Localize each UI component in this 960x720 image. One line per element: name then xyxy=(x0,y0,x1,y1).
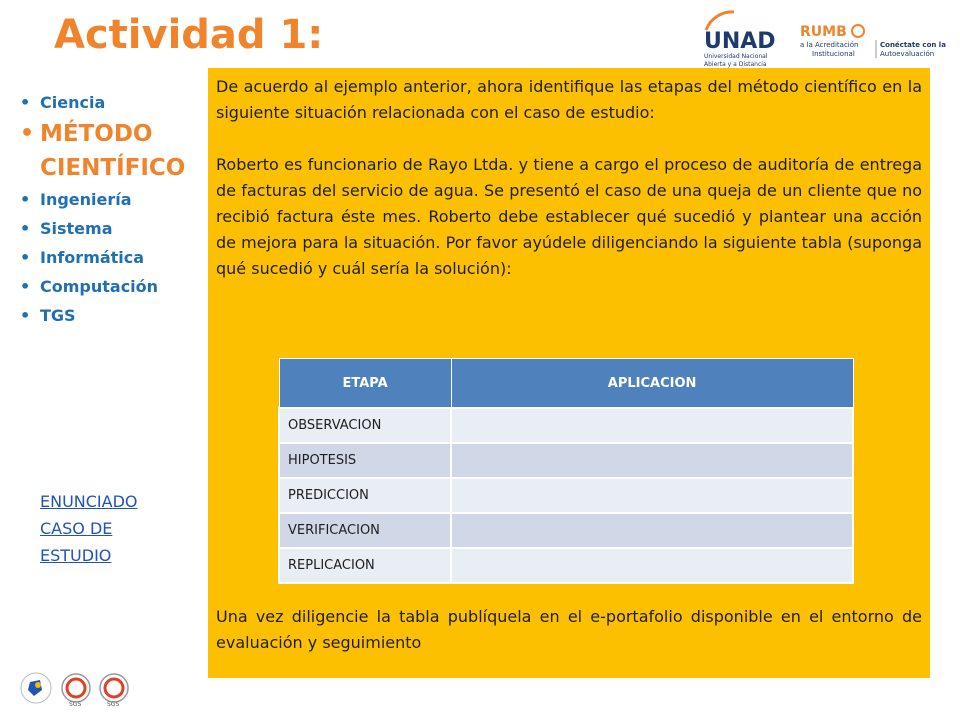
topic-item-sistema: • Sistema xyxy=(20,214,210,243)
table-row xyxy=(279,548,853,583)
topic-item-computacion: • Computación xyxy=(20,272,210,301)
topic-item-tgs: • TGS xyxy=(20,301,210,330)
topic-item-ciencia: • Ciencia xyxy=(20,88,210,117)
table-header-row xyxy=(279,359,853,409)
enunciado-caso-estudio-link[interactable] xyxy=(40,488,180,569)
topic-item-ingenieria: • Ingeniería xyxy=(20,185,210,214)
method-table xyxy=(278,358,854,584)
unad-logo-sub1: Universidad Nacional xyxy=(704,53,768,60)
aplicacion-cell[interactable] xyxy=(451,548,853,583)
activity-panel xyxy=(208,68,930,678)
footer-certifications xyxy=(14,668,154,708)
aplicacion-cell[interactable] xyxy=(451,443,853,478)
table-row xyxy=(279,513,853,548)
rumbo-compass-icon xyxy=(852,25,864,37)
topic-item-metodo-line1: MÉTODO xyxy=(40,121,153,147)
unad-logo xyxy=(700,10,780,68)
rumbo-logo xyxy=(800,22,948,62)
topic-list xyxy=(20,88,210,330)
svg-text:SGS: SGS xyxy=(69,701,82,708)
unad-logo-sub2: Abierta y a Distancia xyxy=(704,61,767,68)
link-line1: ENUNCIADO xyxy=(40,492,138,511)
link-line2: CASO DE xyxy=(40,519,113,538)
conectate-line2: Autoevaluación xyxy=(880,50,935,58)
header-logos xyxy=(700,10,950,70)
etapa-cell: OBSERVACION xyxy=(279,408,451,443)
table-row xyxy=(279,478,853,513)
svg-text:SGS: SGS xyxy=(107,701,120,708)
rumbo-sub1: a la Acreditación xyxy=(800,41,859,49)
closing-paragraph: Una vez diligencie la tabla publíquela en el e-portafolio disponible en el entorno de evaluación y seguimiento xyxy=(216,607,922,652)
header-etapa: ETAPA xyxy=(279,359,451,409)
link-line3: ESTUDIO xyxy=(40,546,112,565)
aplicacion-cell[interactable] xyxy=(451,408,853,443)
etapa-cell: VERIFICACION xyxy=(279,513,451,548)
etapa-cell: HIPOTESIS xyxy=(279,443,451,478)
topic-item-informatica: • Informática xyxy=(20,243,210,272)
colombia-seal-icon xyxy=(21,673,51,703)
topic-item-metodo-cientifico xyxy=(20,117,210,185)
topic-item-metodo-line2: CIENTÍFICO xyxy=(40,155,186,181)
etapa-cell: PREDICCION xyxy=(279,478,451,513)
instructions-paragraph: De acuerdo al ejemplo anterior, ahora identifique las etapas del método científico en la siguiente situación relacionada con el caso de estudio: xyxy=(216,77,922,122)
aplicacion-cell[interactable] xyxy=(451,513,853,548)
header-aplicacion: APLICACION xyxy=(451,359,853,409)
aplicacion-cell[interactable] xyxy=(451,478,853,513)
page-title: Actividad 1: xyxy=(54,12,324,58)
sgs-certification-icon xyxy=(62,674,90,708)
unad-logo-text: UNAD xyxy=(704,29,776,54)
table-row xyxy=(279,443,853,478)
conectate-line1: Conéctate con la xyxy=(880,41,946,49)
case-paragraph: Roberto es funcionario de Rayo Ltda. y tiene a cargo el proceso de auditoría de entrega de facturas del servicio de agua. Se presentó el caso de una queja de un cliente que no recibió factura éste mes. Roberto debe establecer qué sucedió y plantear una acción de mejora para la situación. Por favor ayúdele diligenciando la siguiente tabla (suponga qué sucedió y cuál sería la solución): xyxy=(216,155,922,278)
rumbo-logo-text: RUMB xyxy=(800,24,847,40)
etapa-cell: REPLICACION xyxy=(279,548,451,583)
table-row xyxy=(279,408,853,443)
sgs-certification-icon xyxy=(100,674,128,708)
rumbo-sub2: Institucional xyxy=(812,50,855,58)
